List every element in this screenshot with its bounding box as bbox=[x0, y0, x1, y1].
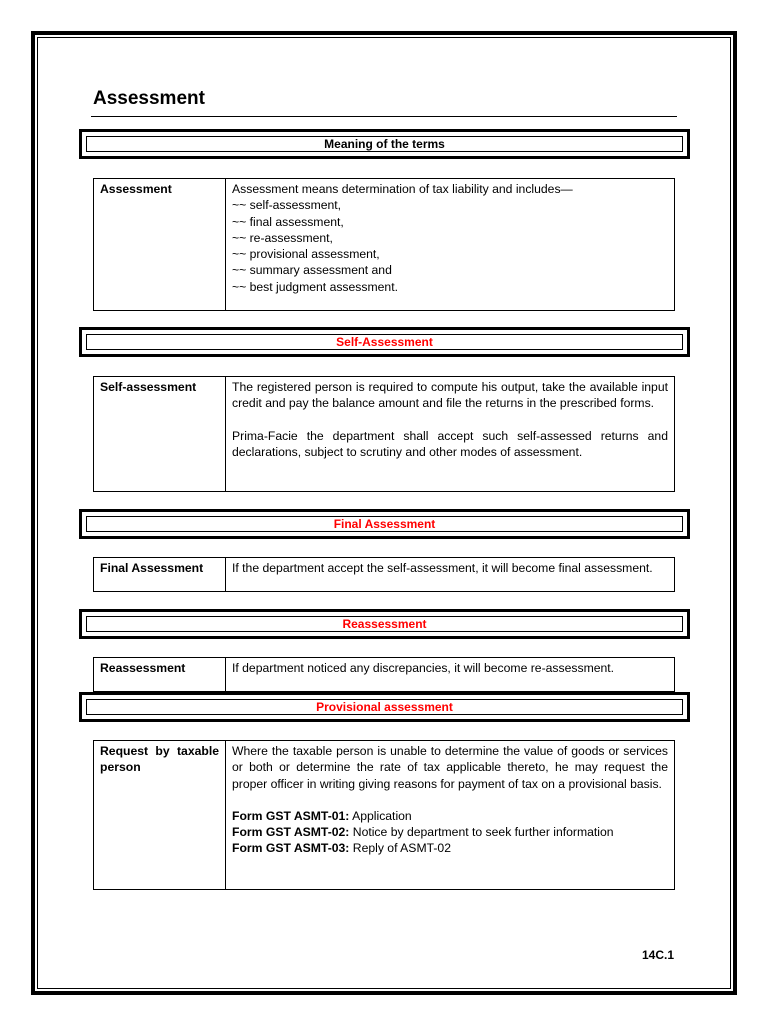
paragraph: If the department accept the self-assessment, it will become final assessment. bbox=[232, 561, 653, 575]
form-description: Reply of ASMT-02 bbox=[349, 841, 451, 856]
form-list bbox=[232, 808, 668, 857]
table-row bbox=[94, 658, 675, 692]
term-label: Reassessment bbox=[94, 658, 226, 692]
list-item: ~~ final assessment, bbox=[232, 214, 344, 229]
term-label: Self-assessment bbox=[94, 377, 226, 492]
table-row bbox=[94, 377, 675, 492]
term-description bbox=[226, 377, 675, 492]
term-description bbox=[226, 558, 675, 592]
paragraph: The registered person is required to compute his output, take the available input credit and pay the balance amount and file the returns in the prescribed forms. bbox=[232, 380, 668, 411]
term-description bbox=[226, 658, 675, 692]
table-row bbox=[94, 179, 675, 311]
list-item: ~~ best judgment assessment. bbox=[232, 279, 398, 294]
term-table-final-assessment bbox=[93, 557, 675, 592]
list-item bbox=[232, 808, 668, 824]
term-label: Final Assessment bbox=[94, 558, 226, 592]
term-description bbox=[226, 179, 675, 311]
banner-meaning-of-terms bbox=[79, 129, 690, 159]
term-label: Assessment bbox=[94, 179, 226, 311]
form-description: Application bbox=[349, 808, 412, 823]
banner-reassessment bbox=[79, 609, 690, 639]
definition-intro: Assessment means determination of tax liability and includes— bbox=[232, 182, 573, 196]
list-item: ~~ summary assessment and bbox=[232, 263, 392, 278]
banner-provisional-assessment bbox=[79, 692, 690, 722]
banner-final-assessment bbox=[79, 509, 690, 539]
table-row bbox=[94, 558, 675, 592]
term-description bbox=[226, 741, 675, 890]
banner-label: Reassessment bbox=[86, 616, 683, 632]
term-table-reassessment bbox=[93, 657, 675, 692]
form-description: Notice by department to seek further information bbox=[349, 825, 614, 840]
term-table-assessment bbox=[93, 178, 675, 311]
term-table-provisional-assessment bbox=[93, 740, 675, 890]
banner-label: Self-Assessment bbox=[86, 334, 683, 350]
banner-label: Final Assessment bbox=[86, 516, 683, 532]
paragraph: Prima-Facie the department shall accept such self-assessed returns and declarations, subject to scrutiny and other modes of assessment. bbox=[232, 428, 668, 459]
list-item: ~~ self-assessment, bbox=[232, 198, 342, 213]
page-number: 14C.1 bbox=[642, 948, 675, 962]
list-item: ~~ provisional assessment, bbox=[232, 247, 380, 262]
banner-self-assessment bbox=[79, 327, 690, 357]
list-item bbox=[232, 840, 668, 856]
list-item bbox=[232, 824, 668, 840]
form-code: Form GST ASMT-01: bbox=[232, 808, 350, 823]
banner-label: Provisional assessment bbox=[86, 699, 683, 715]
term-label: Request by taxable person bbox=[94, 741, 226, 890]
term-table-self-assessment bbox=[93, 376, 675, 492]
title-rule bbox=[91, 116, 677, 117]
form-code: Form GST ASMT-02: bbox=[232, 825, 350, 840]
page-title: Assessment bbox=[93, 88, 205, 109]
banner-label: Meaning of the terms bbox=[86, 136, 683, 152]
paragraph: If department noticed any discrepancies, it will become re-assessment. bbox=[232, 661, 615, 675]
paragraph: Where the taxable person is unable to determine the value of goods or services or both or determine the rate of tax applicable thereto, he may request the proper officer in writing giving reasons for payment of tax on a provisional basis. bbox=[232, 744, 668, 791]
table-row bbox=[94, 741, 675, 890]
list-item: ~~ re-assessment, bbox=[232, 230, 333, 245]
form-code: Form GST ASMT-03: bbox=[232, 841, 350, 856]
